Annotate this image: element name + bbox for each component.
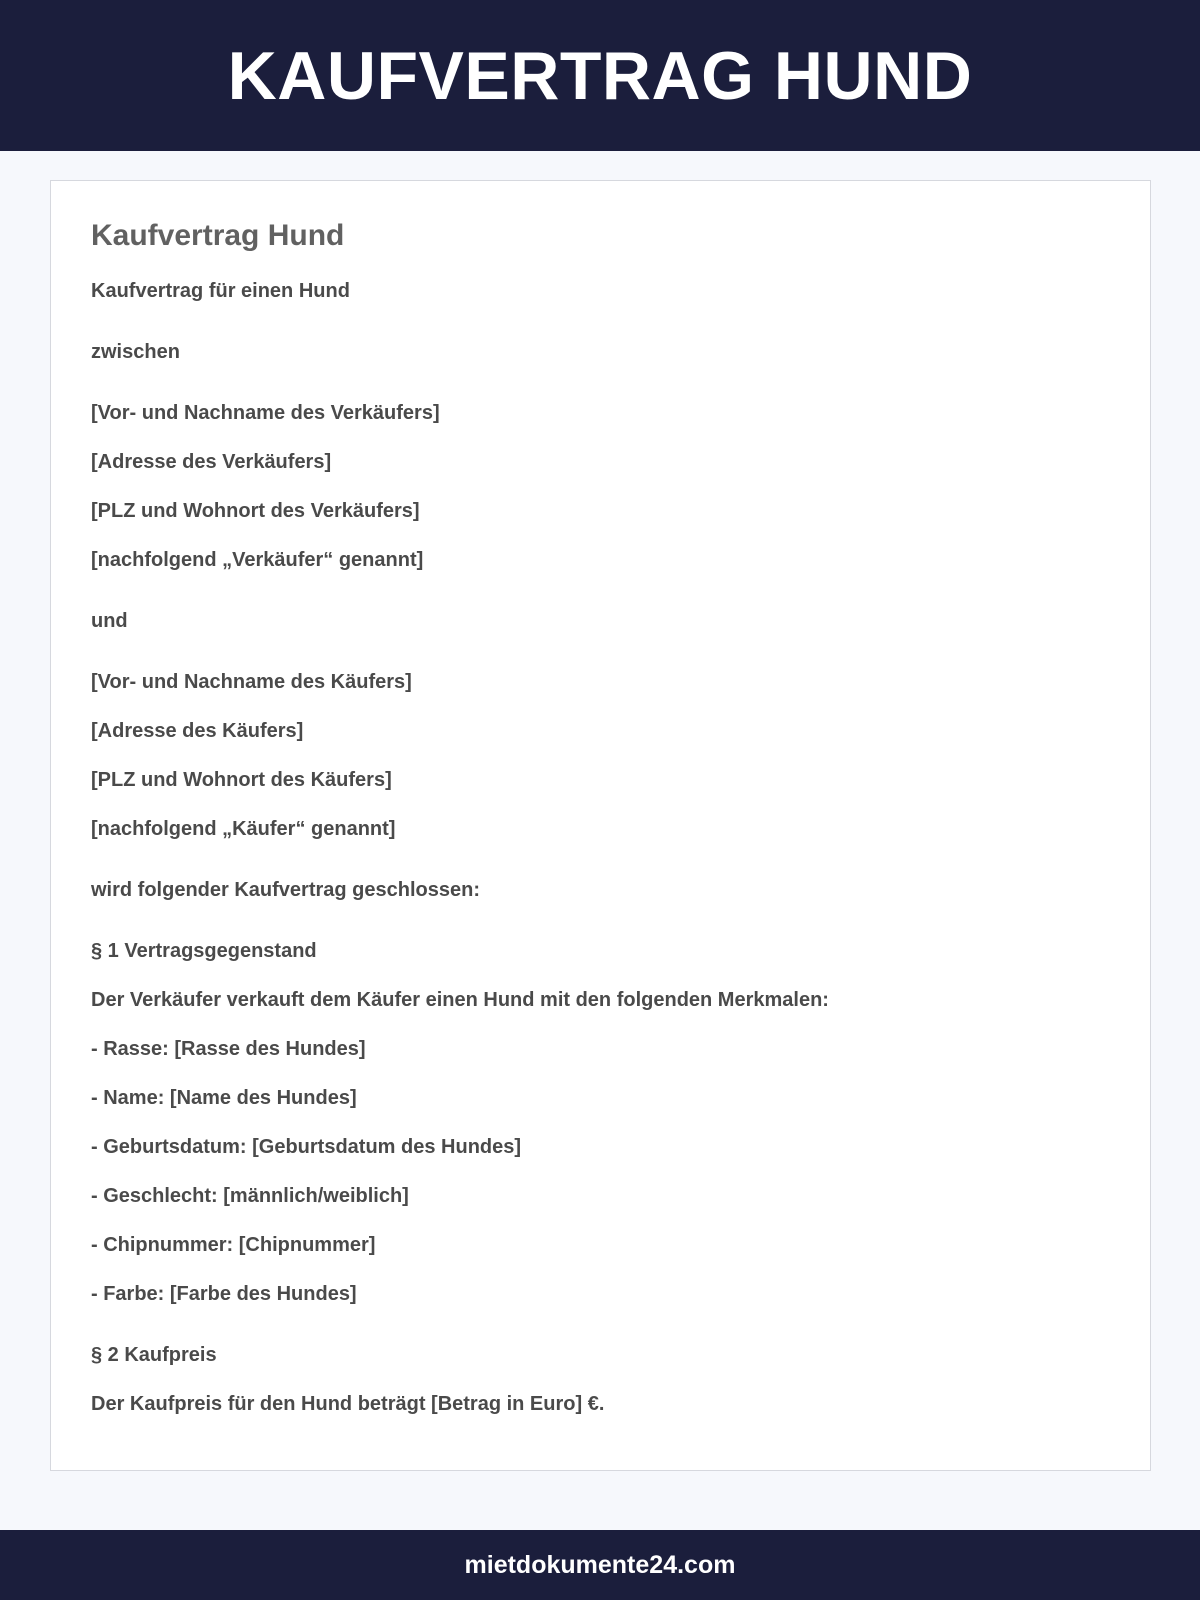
list-item: - Geschlecht: [männlich/weiblich] [91, 1185, 409, 1207]
list-item: - Chipnummer: [Chipnummer] [91, 1234, 376, 1256]
section-heading: § 1 Vertragsgegenstand [91, 940, 317, 962]
document-line: [PLZ und Wohnort des Käufers] [91, 769, 392, 791]
document-line: und [91, 610, 128, 632]
page-title: KAUFVERTRAG HUND [227, 37, 973, 114]
document-line: [Adresse des Käufers] [91, 720, 304, 742]
document-line: [Vor- und Nachname des Käufers] [91, 671, 412, 693]
document-line: [Vor- und Nachname des Verkäufers] [91, 402, 440, 424]
list-item: - Farbe: [Farbe des Hundes] [91, 1283, 357, 1305]
document-line: [nachfolgend „Verkäufer“ genannt] [91, 549, 424, 571]
document-line: wird folgender Kaufvertrag geschlossen: [91, 879, 480, 901]
footer-site-link[interactable]: mietdokumente24.com [464, 1550, 736, 1579]
list-item: - Name: [Name des Hundes] [91, 1087, 357, 1109]
list-item: - Geburtsdatum: [Geburtsdatum des Hundes] [91, 1136, 522, 1158]
page-footer [0, 1530, 1200, 1600]
document-line: [nachfolgend „Käufer“ genannt] [91, 818, 396, 840]
page-header [0, 0, 1200, 151]
section-heading: § 2 Kaufpreis [91, 1344, 217, 1366]
document-line: Kaufvertrag für einen Hund [91, 280, 350, 302]
document-line: [PLZ und Wohnort des Verkäufers] [91, 500, 420, 522]
document-line: Der Kaufpreis für den Hund beträgt [Betrag in Euro] €. [91, 1393, 605, 1415]
document-line: Der Verkäufer verkauft dem Käufer einen Hund mit den folgenden Merkmalen: [91, 989, 829, 1011]
list-item: - Rasse: [Rasse des Hundes] [91, 1038, 366, 1060]
document-card [50, 180, 1151, 1471]
document-title: Kaufvertrag Hund [91, 219, 345, 252]
document-line: zwischen [91, 341, 180, 363]
document-line: [Adresse des Verkäufers] [91, 451, 332, 473]
